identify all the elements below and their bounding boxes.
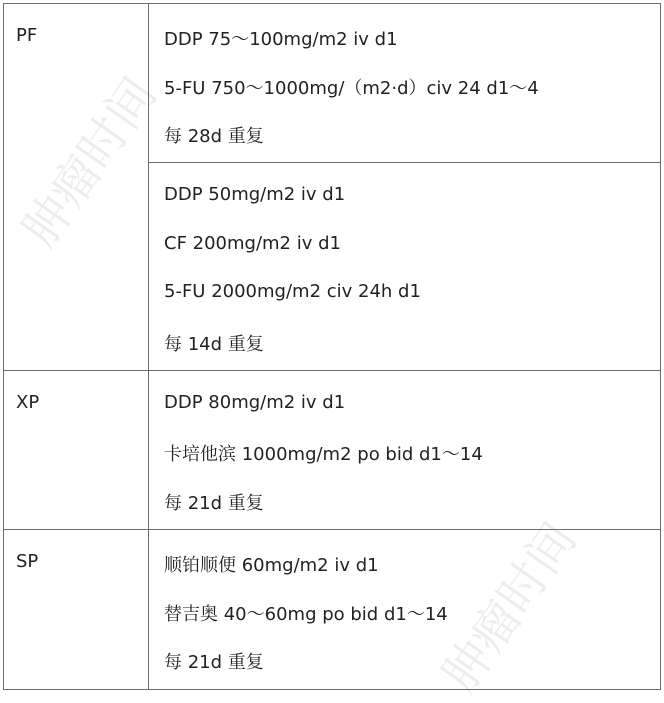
row-divider xyxy=(148,162,660,163)
regimen-name: XP xyxy=(16,392,40,413)
drug-line: 5-FU 750～1000mg/（m2·d）civ 24 d1～4 xyxy=(164,78,539,99)
cycle-line: 每 28d 重复 xyxy=(164,126,264,147)
watermark: 肿瘤时间 xyxy=(11,67,168,257)
regimen-table xyxy=(3,3,661,690)
cycle-line: 每 21d 重复 xyxy=(164,493,264,514)
row-divider xyxy=(4,370,660,371)
column-divider xyxy=(148,4,149,689)
regimen-name: SP xyxy=(16,551,39,572)
cycle-line: 每 21d 重复 xyxy=(164,652,264,673)
drug-line: DDP 50mg/m2 iv d1 xyxy=(164,184,346,205)
drug-line: DDP 80mg/m2 iv d1 xyxy=(164,392,346,413)
regimen-name: PF xyxy=(16,25,38,46)
drug-line: DDP 75～100mg/m2 iv d1 xyxy=(164,29,398,50)
drug-line: 5-FU 2000mg/m2 civ 24h d1 xyxy=(164,281,421,302)
drug-line: 替吉奥 40～60mg po bid d1～14 xyxy=(164,604,448,625)
watermark: 肿瘤时间 xyxy=(431,512,588,702)
row-divider xyxy=(4,529,660,530)
drug-line: 顺铂顺便 60mg/m2 iv d1 xyxy=(164,555,379,576)
drug-line: CF 200mg/m2 iv d1 xyxy=(164,233,341,254)
cycle-line: 每 14d 重复 xyxy=(164,334,264,355)
drug-line: 卡培他滨 1000mg/m2 po bid d1～14 xyxy=(164,444,483,465)
